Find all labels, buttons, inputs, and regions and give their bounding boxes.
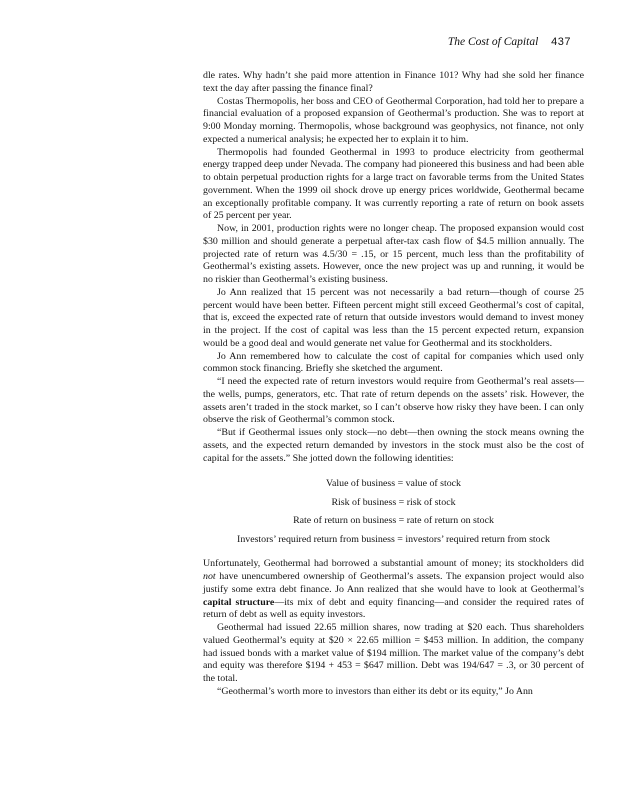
emphasis-not: not [203, 571, 216, 582]
paragraph: Thermopolis had founded Geothermal in 1993 to produce electricity from geothermal energy trapped deep under Nevada. The company had pioneered this business and had been able to obtain perpetual production rights for a large tract on favorable terms from the United States government. When the 1999 oil shock drove up energy prices worldwide, Geothermal became an exceptionally profitable company. It was currently reporting a rate of return on book assets of 25 percent per year. [203, 146, 584, 222]
identities-block [203, 475, 584, 549]
header-title: The Cost of Capital [447, 36, 539, 48]
running-header [448, 36, 571, 48]
body-text [203, 70, 584, 699]
paragraph: Now, in 2001, production rights were no longer cheap. The proposed expansion would cost $30 million and should generate a perpetual after-tax cash flow of $4.5 million annually. The projected rate of return was 4.5/30 = .15, or 15 percent, much less than the profitability of Geothermal’s existing assets. However, once the new project was up and running, it would be no riskier than Geothermal’s existing business. [203, 223, 584, 285]
identity-line: Risk of business = risk of stock [331, 496, 456, 508]
identity-line: Rate of return on business = rate of return on stock [293, 515, 494, 527]
paragraph: “But if Geothermal issues only stock—no debt—then owning the stock means owning the assets, and the expected return demanded by investors in the stock must also be the cost of capital for the assets.” She jotted down the following identities: [203, 427, 584, 464]
paragraph: Jo Ann realized that 15 percent was not necessarily a bad return—though of course 25 percent would have been better. Fifteen percent might still exceed Geothermal’s cost of capital, that is, exceed the expected rate of return that outside investors would demand to invest money in the project. If the cost of capital was less than the 15 percent expected return, expansion would be a good deal and would generate net value for Geothermal and its stockholders. [203, 286, 584, 349]
identity-line: Investors’ required return from business = investors’ required return from stock [237, 533, 550, 545]
page-number: 437 [551, 36, 571, 48]
paragraph: “Geothermal’s worth more to investors than either its debt or its equity,” Jo Ann [217, 685, 533, 697]
paragraph: “I need the expected rate of return investors would require from Geothermal’s real assets—the wells, pumps, generators, etc. That rate of return depends on the assets’ risk. However, the assets aren’t traded in the stock market, so I can’t observe how risky they have been. I can only observe the risk of Geothermal’s common stock. [203, 376, 584, 426]
paragraph-capital-structure: Unfortunately, Geothermal had borrowed a substantial amount of money; its stockholders did not have unencumbered ownership of Geothermal’s assets. The expansion project would also justify some extra debt finance. Jo Ann realized that she would have to look at Geothermal’s capital structure—its mix of debt and equity financing—and consider the required rates of return of debt as well as equity investors. [203, 558, 584, 621]
key-term-capital-structure: capital structure [203, 596, 275, 608]
paragraph: Jo Ann remembered how to calculate the cost of capital for companies which used only common stock financing. Briefly she sketched the argument. [203, 350, 584, 375]
paragraph-continued: dle rates. Why hadn’t she paid more attention in Finance 101? Why had she sold her finance text the day after passing the finance final? [203, 70, 584, 94]
identity-line: Value of business = value of stock [325, 478, 461, 490]
paragraph: Costas Thermopolis, her boss and CEO of Geothermal Corporation, had told her to prepare a financial evaluation of a proposed expansion of Geothermal’s production. She was to report at 9:00 Monday morning. Thermopolis, whose background was geophysics, not finance, not only expected a numerical analysis; he expected her to explain it to him. [203, 95, 584, 145]
paragraph: Geothermal had issued 22.65 million shares, now trading at $20 each. Thus shareholders valued Geothermal’s equity at $20 × 22.65 million = $453 million. In addition, the company had issued bonds with a market value of $194 million. The market value of the company’s debt and equity was therefore $194 + 453 = $647 million. Debt was 194/647 = .3, or 30 percent of the total. [203, 622, 584, 684]
